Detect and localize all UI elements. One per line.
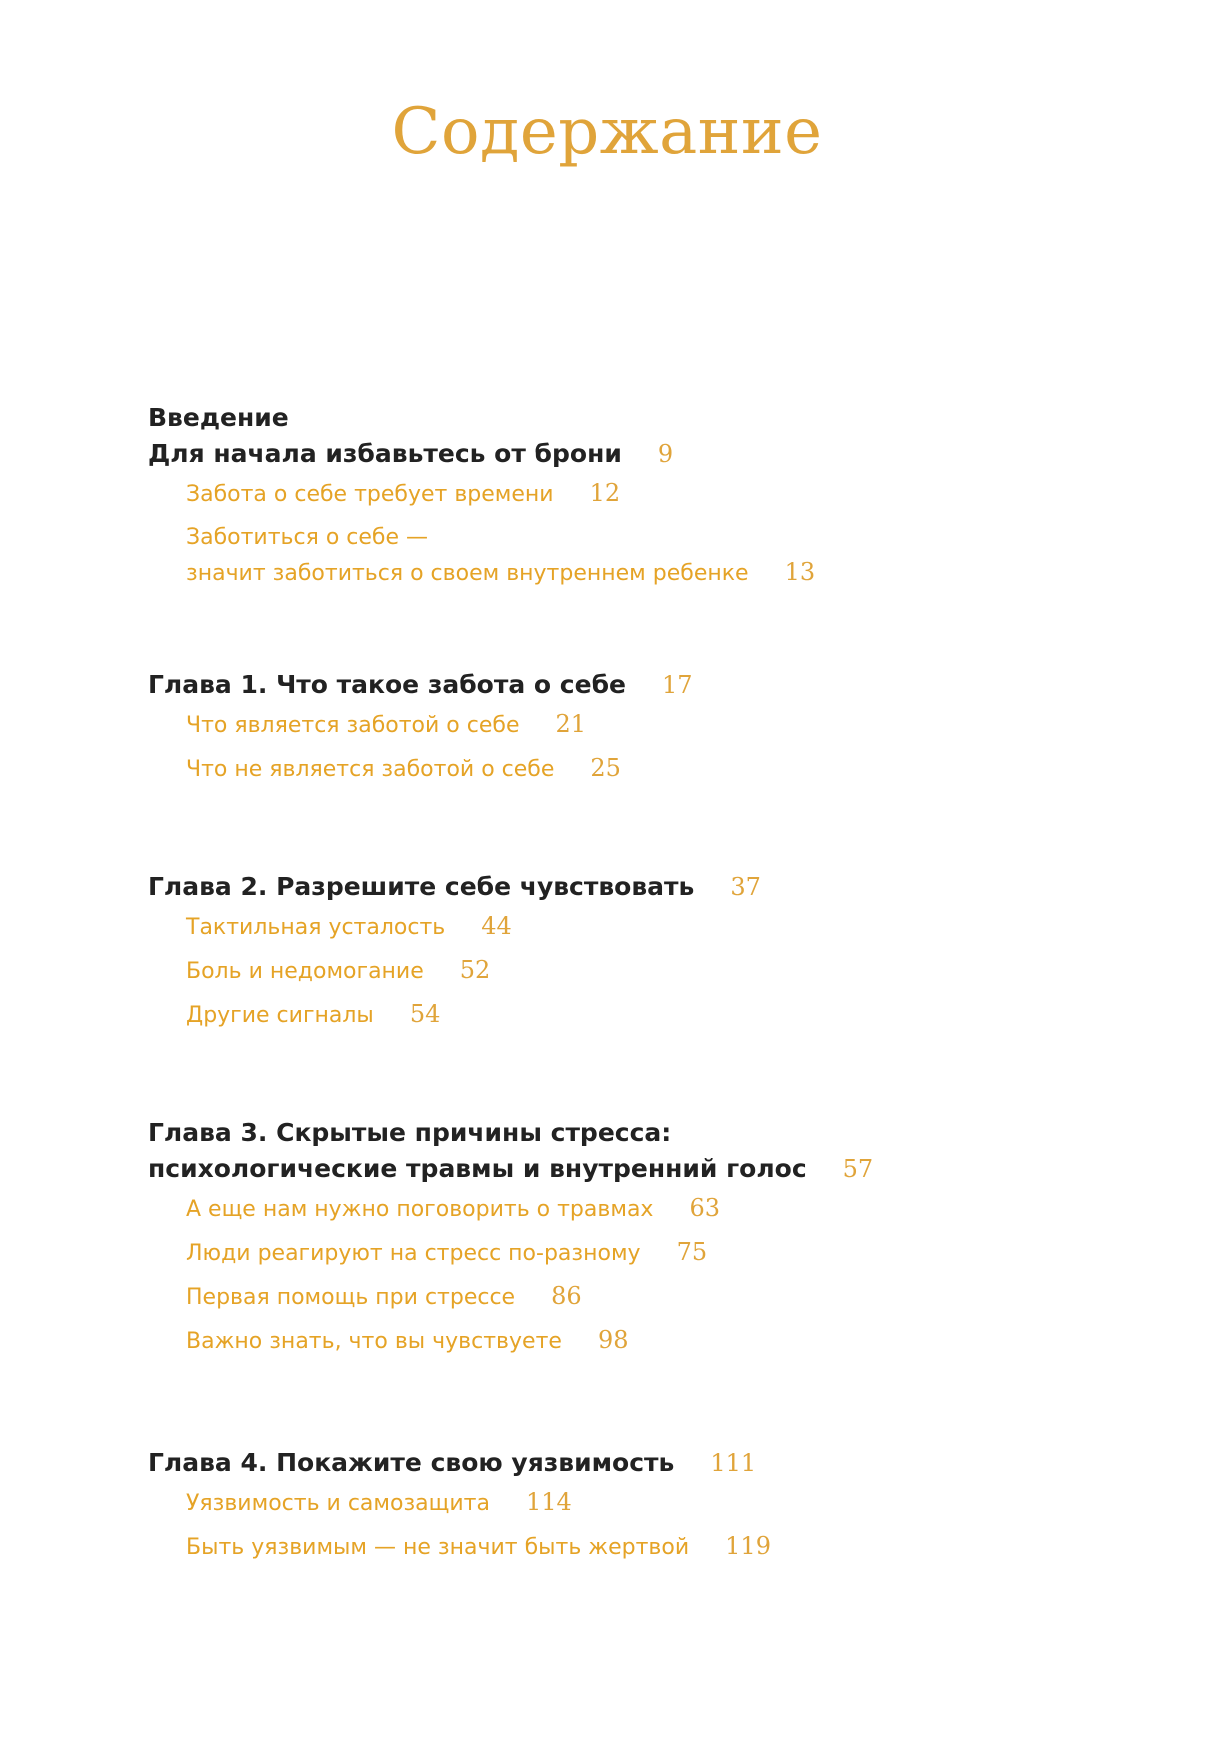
page-number: 44 — [481, 912, 512, 940]
page-number: 119 — [725, 1532, 771, 1560]
subentry-title: Другие сигналы — [186, 1003, 374, 1028]
toc-subentry[interactable] — [186, 1525, 1148, 1569]
page-number: 12 — [589, 479, 621, 507]
subentry-title-line1: Заботиться о себе — — [186, 525, 429, 550]
subentry-title: Тактильная усталость — [186, 915, 446, 940]
subentry-title: Первая помощь при стрессе — [186, 1285, 516, 1310]
toc-entry-chapter-2[interactable] — [148, 869, 1148, 905]
toc-section-chapter-1 — [148, 667, 1148, 791]
intro-label: Введение — [148, 403, 289, 432]
page-number: 111 — [710, 1449, 757, 1477]
toc-subentry[interactable] — [186, 1275, 1148, 1319]
entry-title-line1: Глава 3. Скрытые причины стресса: — [148, 1118, 672, 1147]
page-number: 54 — [409, 1000, 441, 1028]
page-title: Содержание — [391, 95, 823, 169]
subentry-title: Уязвимость и самозащита — [186, 1491, 490, 1516]
page-number: 25 — [590, 754, 621, 782]
subentry-title: Люди реагируют на стресс по-разному — [186, 1241, 641, 1266]
toc-section-chapter-2 — [148, 869, 1148, 1037]
toc-entry-chapter-4[interactable] — [148, 1445, 1148, 1481]
page-number: 9 — [657, 440, 674, 468]
toc-subentry[interactable] — [186, 472, 1148, 516]
subentry-title: Забота о себе требует времени — [186, 482, 554, 507]
page-number: 52 — [459, 956, 491, 984]
page-number: 13 — [784, 558, 816, 586]
page-number: 21 — [555, 710, 587, 738]
entry-title: Глава 2. Разрешите себе чувствовать — [148, 872, 695, 901]
page-number: 114 — [525, 1488, 572, 1516]
toc-subentry[interactable] — [186, 905, 1148, 949]
subentry-title: Что не является заботой о себе — [186, 757, 555, 782]
toc-subentry[interactable] — [186, 747, 1148, 791]
toc-subentry[interactable] — [186, 1319, 1148, 1363]
subentry-title-line2: значит заботиться о своем внутреннем ребенке — [186, 561, 749, 586]
toc-subentry[interactable] — [186, 1231, 1148, 1275]
subentry-title: Что является заботой о себе — [186, 713, 520, 738]
entry-title-line2: психологические травмы и внутренний голос — [148, 1154, 807, 1183]
toc-section-chapter-3 — [148, 1115, 1148, 1363]
toc-subentry[interactable] — [186, 949, 1148, 993]
toc-subentry[interactable] — [186, 703, 1148, 747]
page-number: 63 — [689, 1194, 720, 1222]
toc-section-chapter-4 — [148, 1445, 1148, 1569]
entry-title: Глава 1. Что такое забота о себе — [148, 670, 626, 699]
page-number: 98 — [597, 1326, 629, 1354]
subentry-title: А еще нам нужно поговорить о травмах — [186, 1197, 654, 1222]
toc-subentry[interactable] — [186, 516, 1148, 595]
page-number: 86 — [551, 1282, 582, 1310]
toc-subentry[interactable] — [186, 1481, 1148, 1525]
toc-subentry[interactable] — [186, 993, 1148, 1037]
subentry-title: Важно знать, что вы чувствуете — [186, 1329, 562, 1354]
toc-subentry[interactable] — [186, 1187, 1148, 1231]
entry-title: Для начала избавьтесь от брони — [148, 439, 622, 468]
subentry-title: Боль и недомогание — [186, 959, 424, 984]
page-number: 37 — [730, 873, 761, 901]
page-number: 17 — [662, 671, 693, 699]
toc-entry-chapter-1[interactable] — [148, 667, 1148, 703]
toc-section-intro — [148, 400, 1148, 595]
page-number: 75 — [676, 1238, 708, 1266]
subentry-title: Быть уязвимым — не значит быть жертвой — [186, 1535, 690, 1560]
toc-entry-intro[interactable] — [148, 436, 1148, 472]
toc-entry-chapter-3[interactable] — [148, 1115, 1148, 1187]
page-number: 57 — [842, 1155, 874, 1183]
table-of-contents — [148, 400, 1148, 1569]
entry-title: Глава 4. Покажите свою уязвимость — [148, 1448, 675, 1477]
